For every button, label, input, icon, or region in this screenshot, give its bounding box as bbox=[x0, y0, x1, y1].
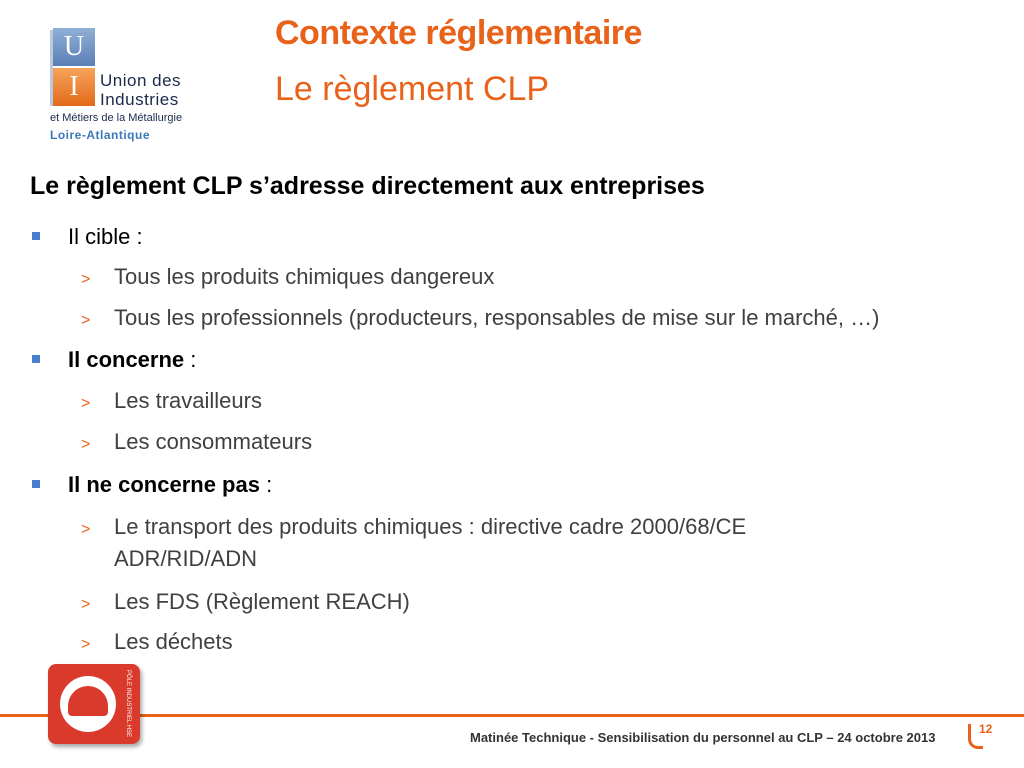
footer-divider bbox=[0, 714, 1024, 717]
sub-bullet-text: ADR/RID/ADN bbox=[114, 546, 258, 571]
arrow-bullet-icon: > bbox=[81, 521, 91, 538]
sub-bullet-text: Les travailleurs bbox=[114, 388, 262, 413]
sub-bullet-item bbox=[81, 385, 262, 417]
sub-bullet-continuation bbox=[114, 543, 257, 575]
badge-text: PÔLE INDUSTRIEL HSE bbox=[125, 670, 131, 738]
sub-bullet-text: Les FDS (Règlement REACH) bbox=[114, 589, 410, 614]
logo-line-3: et Métiers de la Métallurgie bbox=[50, 112, 183, 124]
slide-title: Contexte réglementaire bbox=[275, 14, 642, 52]
sub-bullet-text: Le transport des produits chimiques : directive cadre 2000/68/CE bbox=[114, 514, 747, 539]
page-number: 12 bbox=[979, 722, 993, 736]
sub-bullet-text: Les déchets bbox=[114, 629, 233, 654]
bullet-section-cible bbox=[68, 224, 143, 250]
uimm-logo bbox=[50, 28, 220, 146]
section-label: Il cible bbox=[68, 224, 131, 249]
sub-bullet-text: Tous les produits chimiques dangereux bbox=[114, 264, 495, 289]
sub-bullet-item bbox=[81, 261, 495, 293]
section-suffix: : bbox=[130, 224, 143, 249]
logo-line-4: Loire-Atlantique bbox=[50, 128, 150, 142]
arrow-bullet-icon: > bbox=[81, 312, 91, 329]
sub-bullet-item bbox=[81, 626, 233, 658]
footer-text: Matinée Technique - Sensibilisation du personnel au CLP – 24 octobre 2013 bbox=[470, 730, 936, 745]
square-bullet-icon bbox=[32, 355, 40, 363]
square-bullet-icon bbox=[32, 480, 40, 488]
arrow-bullet-icon: > bbox=[81, 636, 91, 653]
arrow-bullet-icon: > bbox=[81, 271, 91, 288]
logo-letter-i: I bbox=[53, 68, 95, 106]
slide-heading: Le règlement CLP s’adresse directement aux entreprises bbox=[30, 172, 705, 200]
logo-letter-u: U bbox=[53, 28, 95, 66]
sub-bullet-text: Les consommateurs bbox=[114, 429, 313, 454]
slide-subtitle: Le règlement CLP bbox=[275, 70, 550, 108]
arrow-bullet-icon: > bbox=[81, 596, 91, 613]
sub-bullet-item bbox=[81, 302, 880, 334]
sub-bullet-item bbox=[81, 586, 410, 618]
sub-bullet-item bbox=[81, 426, 313, 458]
sub-bullet-item bbox=[81, 511, 747, 543]
bullet-section-ne-concerne-pas bbox=[68, 472, 272, 498]
square-bullet-icon bbox=[32, 232, 40, 240]
arrow-bullet-icon: > bbox=[81, 436, 91, 453]
section-suffix: : bbox=[259, 472, 273, 497]
logo-line-1: Union des bbox=[100, 71, 182, 90]
logo-line-2: Industries bbox=[100, 90, 179, 109]
arrow-bullet-icon: > bbox=[81, 395, 91, 412]
section-label: Il ne concerne pas bbox=[68, 472, 260, 497]
sub-bullet-text: Tous les professionnels (producteurs, responsables de mise sur le marché, …) bbox=[114, 305, 880, 330]
bullet-section-concerne bbox=[68, 347, 196, 373]
pole-hse-badge bbox=[48, 664, 140, 744]
section-label: Il concerne bbox=[68, 347, 185, 372]
section-suffix: : bbox=[184, 347, 197, 372]
